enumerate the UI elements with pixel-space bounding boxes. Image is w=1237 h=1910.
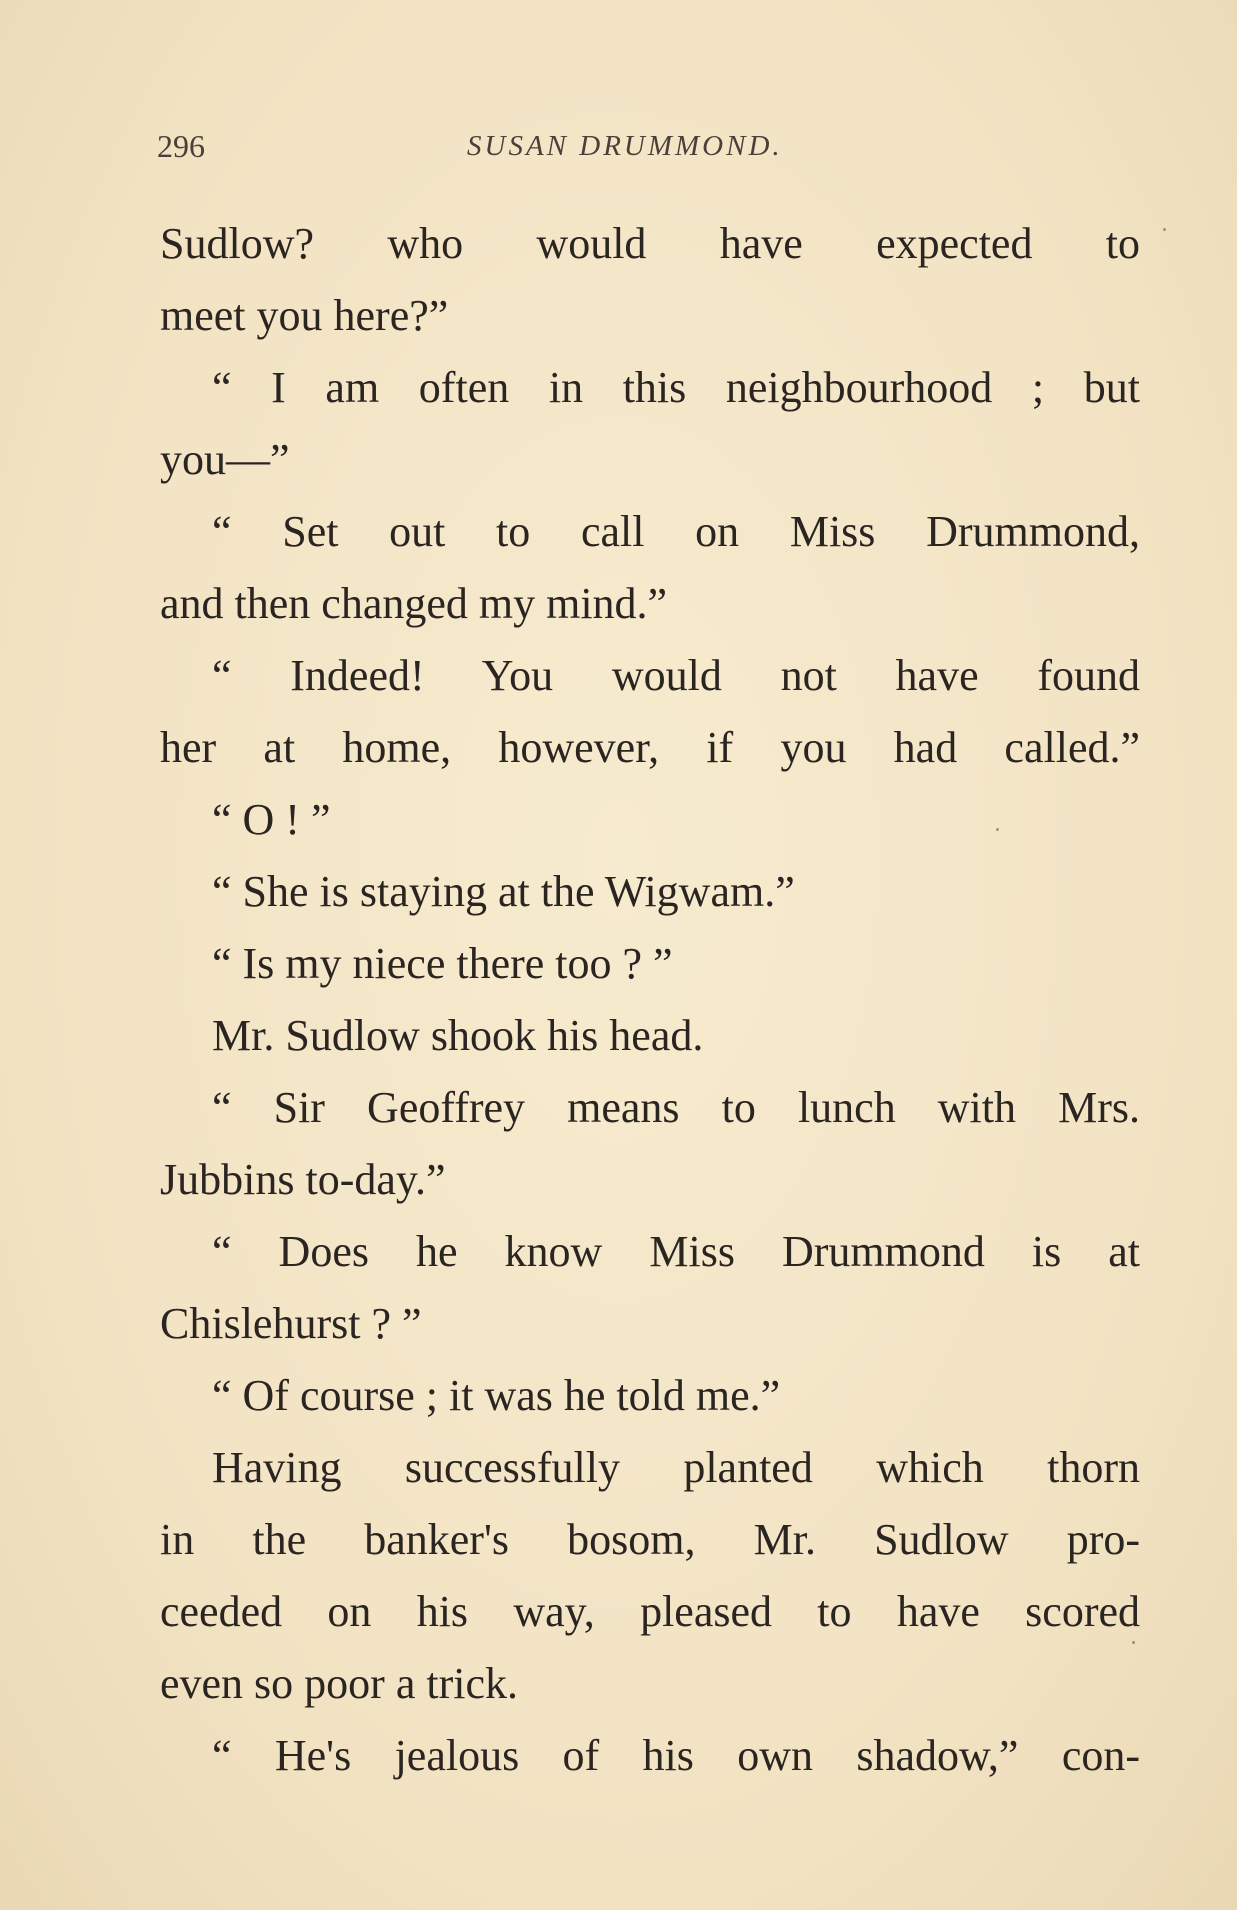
page-number: 296 bbox=[157, 128, 205, 164]
text-line: and then changed my mind.” bbox=[160, 579, 668, 628]
text-line: Sudlow? who would have expected to bbox=[160, 219, 1140, 268]
text-line: her at home, however, if you had called.” bbox=[160, 723, 1140, 772]
text-line: “ She is staying at the Wigwam.” bbox=[212, 867, 795, 916]
paper-speck bbox=[1163, 228, 1166, 231]
paper-speck bbox=[996, 828, 999, 831]
text-line: “ Of course ; it was he told me.” bbox=[212, 1371, 781, 1420]
text-line: even so poor a trick. bbox=[160, 1659, 518, 1708]
text-line: “ Set out to call on Miss Drummond, bbox=[212, 507, 1140, 556]
text-line: “ I am often in this neighbourhood ; but bbox=[212, 363, 1140, 412]
text-line: Chislehurst ? ” bbox=[160, 1299, 422, 1348]
body-text bbox=[160, 208, 1140, 1792]
text-line: ceeded on his way, pleased to have scored bbox=[160, 1587, 1140, 1636]
text-line: Mr. Sudlow shook his head. bbox=[212, 1011, 704, 1060]
text-line: “ O ! ” bbox=[212, 795, 331, 844]
text-line: “ Indeed! You would not have found bbox=[212, 651, 1140, 700]
text-line: “ He's jealous of his own shadow,” con- bbox=[212, 1731, 1140, 1780]
text-line: “ Sir Geoffrey means to lunch with Mrs. bbox=[212, 1083, 1140, 1132]
text-line: in the banker's bosom, Mr. Sudlow pro- bbox=[160, 1515, 1140, 1564]
text-line: Jubbins to-day.” bbox=[160, 1155, 446, 1204]
text-line: “ Does he know Miss Drummond is at bbox=[212, 1227, 1140, 1276]
paper-speck bbox=[1132, 1641, 1135, 1644]
text-line: you—” bbox=[160, 435, 290, 484]
text-line: “ Is my niece there too ? ” bbox=[212, 939, 673, 988]
running-title: SUSAN DRUMMOND. bbox=[467, 130, 783, 162]
text-line: meet you here?” bbox=[160, 291, 449, 340]
text-line: Having successfully planted which thorn bbox=[212, 1443, 1140, 1492]
page-header bbox=[157, 128, 1147, 168]
